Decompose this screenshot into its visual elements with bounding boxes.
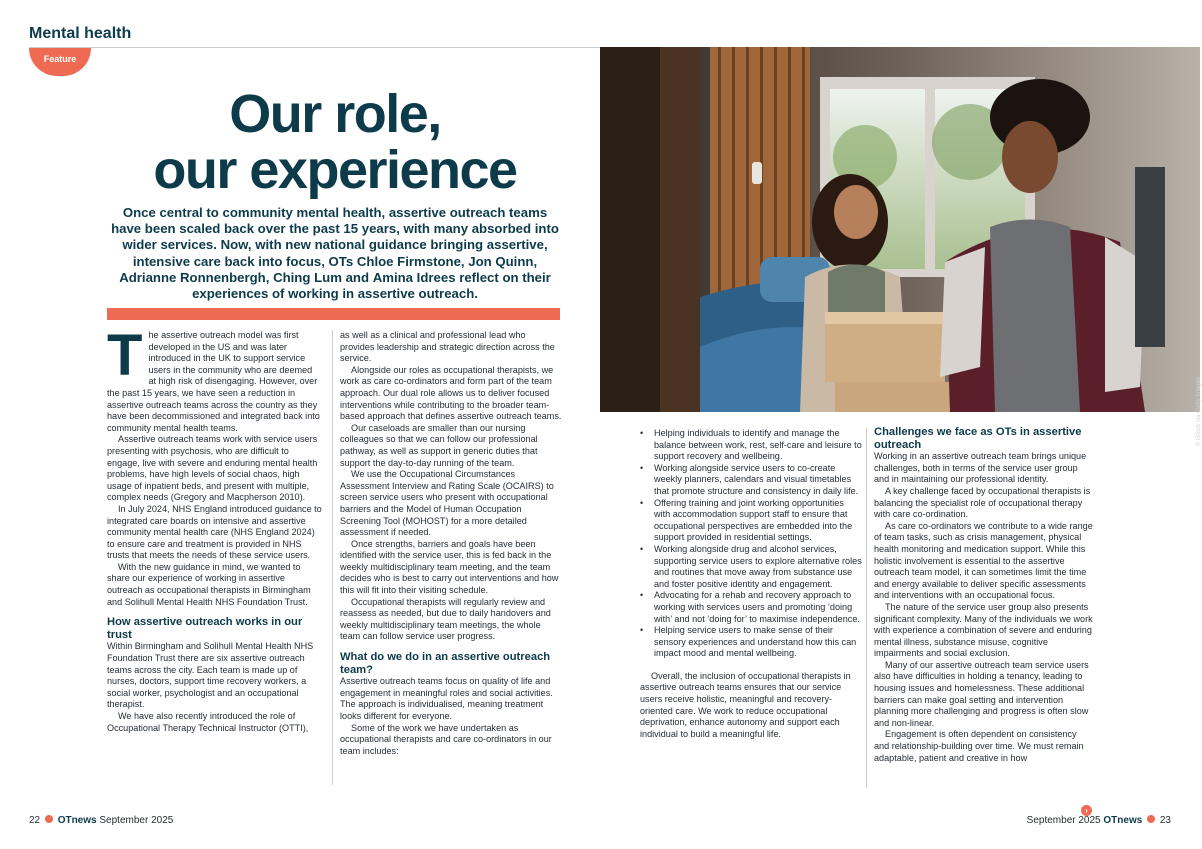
bullet-dot-icon xyxy=(45,815,53,823)
list-item: • Offering training and joint working opportunities with accommodation support staff to ensure that occupational perspectives are embedded into the support provided in residential settings. xyxy=(640,498,862,544)
column-rule xyxy=(866,428,867,788)
body-column-3 xyxy=(640,428,862,740)
list-item: • Helping individuals to identify and manage the balance between work, rest, self-care and leisure to support recovery and wellbeing. xyxy=(640,428,862,463)
paragraph: Occupational therapists will regularly review and reassess as needed, but due to daily handovers and weekly multidisciplinary team meetings, the whole team can follow service user progress. xyxy=(340,596,551,642)
paragraph: We have also recently introduced the role of Occupational Therapy Technical Instructor (OTTI), xyxy=(107,711,309,733)
list-item: • Working alongside service users to co-create weekly planners, calendars and visual timetables that promote structure and consistency in daily life. xyxy=(640,463,862,498)
section-label: Mental health xyxy=(29,25,132,42)
list-item: • Helping service users to make sense of their sensory experiences and understand how this can impact mood and mental wellbeing. xyxy=(640,625,862,660)
paragraph: Once strengths, barriers and goals have been identified with the service user, this is fed back in the weekly multidisciplinary team meeting, and the team decides who is best to carry out interventions and how this will fit into their visiting schedule. xyxy=(340,538,559,596)
author-name: Adrianne Ronnenbergh xyxy=(119,269,266,285)
paragraph: Many of our assertive outreach team service users also have difficulties in holding a tenancy, leading to housing issues and homelessness. These additional barriers can make goal setting and intervention planning more challenging and progress is often slow and non-linear. xyxy=(874,659,1089,728)
paragraph: Working in an assertive outreach team brings unique challenges, both in terms of the service user group and in maintaining our professional identity. xyxy=(874,451,1087,485)
bullet-dot-icon xyxy=(1147,815,1155,823)
standfirst: Once central to community mental health, assertive outreach teams have been scaled back over the past 15 years, with many absorbed into wider services. Now, with new national guidance bringing assertive, intensive care back into focus, OTs Chloe Firmstone, Jon Quinn, Adrianne Ronnenbergh, Ching Lum and Amina Idrees reflect on their experiences of working in assertive outreach. xyxy=(111,205,559,302)
issue-date: September 2025 xyxy=(1026,815,1101,826)
accent-bar xyxy=(107,308,560,320)
list-item: • Advocating for a rehab and recovery approach to working with services users and promoting ‘doing with’ and not ‘doing for’ to maximise independence. xyxy=(640,590,862,625)
paragraph: Assertive outreach teams focus on quality of life and engagement in meaningful roles and social activities. The approach is individualised, meaning treatment looks different for everyone. xyxy=(340,676,553,721)
author-name: Ching Lum xyxy=(273,269,342,285)
paragraph: We use the Occupational Circumstances Assessment Interview and Rating Scale (OCAIRS) to screen service users who present with occupational barriers and the Model of Human Occupation Screening Tool (MOHOST) for a more detailed assessment if needed. xyxy=(340,469,554,538)
author-name: Amina Idrees xyxy=(372,269,456,285)
author-name: Jon Quinn xyxy=(468,253,534,269)
issue-date: September 2025 xyxy=(99,815,174,826)
magazine-name: OTnews xyxy=(1103,815,1143,826)
paragraph: A key challenge faced by occupational therapists is balancing the specialist role of occupational therapy with care co-ordination. xyxy=(874,485,1091,520)
paragraph: Assertive outreach teams work with service users presenting with psychosis, who are difficult to engage, live with severe and enduring mental health problems, have high levels of social chaos, high usage of inpatient beds, and present with multiple, complex needs (Gregory and Macpherson 2010). xyxy=(107,434,318,503)
paragraph: Within Birmingham and Solihull Mental Health NHS Foundation Trust there are six assertive outreach teams across the city. Each team is made up of nurses, doctors, support time recovery workers, a social worker, psychologist and an occupational therapist. xyxy=(107,641,314,710)
headline-line-2: our experience xyxy=(153,140,517,200)
activity-list xyxy=(640,428,862,660)
left-page xyxy=(0,0,600,849)
footer-right xyxy=(1027,815,1171,826)
footer-left xyxy=(29,815,173,826)
paragraph: Engagement is often dependent on consistency and relationship-building over time. We must remain adaptable, patient and creative in how xyxy=(874,729,1084,763)
magazine-name: OTnews xyxy=(57,815,97,826)
paragraph: Some of the work we have undertaken as occupational therapists and care co-ordinators in our team includes: xyxy=(340,722,552,756)
headline-line-1: Our role, xyxy=(229,84,441,144)
header-rule xyxy=(29,47,600,48)
column-rule xyxy=(332,330,333,785)
subheading-what: What do we do in an assertive outreach team? xyxy=(340,651,551,676)
paragraph: he assertive outreach model was first developed in the US and was later introduced in the UK to support service users in the community who are deemed at high risk of disengaging. However, over the past 15 years, we have seen a reduction in assertive outreach teams across the country as they have been decommissioned and integrated back into community mental health teams. xyxy=(107,330,320,433)
paragraph: as well as a clinical and professional lead who provides leadership and strategic direction across the service. xyxy=(340,330,555,364)
photo-credit: © iStock via Getty Images xyxy=(1196,377,1202,447)
paragraph: Overall, the inclusion of occupational therapists in assertive outreach teams ensures that our service users receive holistic, meaningful and recovery-oriented care. We work to reduce occupational deprivation, enhance autonomy and support each individual to build a meaningful life. xyxy=(640,670,851,739)
list-item: • Working alongside drug and alcohol services, supporting service users to explore alternative roles and routines that move away from substance use and foster positive identity and engagement. xyxy=(640,544,862,590)
body-column-2 xyxy=(340,330,562,757)
body-column-1 xyxy=(107,323,322,734)
paragraph: Alongside our roles as occupational therapists, we work as care co-ordinators and form part of the team approach. Our dual role allows us to deliver focused interventions while contributing to the broader team-based approach that defines assertive outreach teams. xyxy=(340,364,562,422)
drop-cap: T xyxy=(107,323,143,388)
paragraph: As care co-ordinators we contribute to a wide range of team tasks, such as crisis management, physical health monitoring and medication support. While this holistic involvement is essential to the assertive outreach team model, it can sometimes limit the time and energy available to deliver specific assessments and interventions with an occupational focus. xyxy=(874,520,1093,601)
body-column-4 xyxy=(874,426,1094,764)
paragraph: With the new guidance in mind, we wanted to share our experience of working in assertive outreach as occupational therapists in Birmingham and Solihull Mental Health NHS Foundation Trust. xyxy=(107,561,311,607)
paragraph: Our caseloads are smaller than our nursing colleagues so that we can follow our professional pathway, as well as support in generic duties that support the day-to-day running of the team. xyxy=(340,422,538,468)
photo-illustration xyxy=(600,47,1200,412)
continue-arrow-icon[interactable]: › xyxy=(1081,805,1092,816)
page-number: 23 xyxy=(1159,815,1171,826)
paragraph: In July 2024, NHS England introduced guidance to integrated care boards on intensive and assertive community mental health care (NHS England 2024) to ensure care and treatment is provided in NHS trusts that meets the needs of these service users. xyxy=(107,503,322,561)
feature-tag: Feature xyxy=(29,48,91,76)
paragraph: The nature of the service user group also presents significant complexity. Many of the individuals we work with experience a combination of severe and enduring mental illness, substance misuse, cognitive impairments and social exclusion. xyxy=(874,601,1093,659)
subheading-how: How assertive outreach works in our trust xyxy=(107,616,303,641)
right-page xyxy=(600,0,1200,849)
subheading-challenges: Challenges we face as OTs in assertive outreach xyxy=(874,426,1082,451)
page-number: 22 xyxy=(29,815,41,826)
author-name: Chloe Firmstone xyxy=(356,253,461,269)
